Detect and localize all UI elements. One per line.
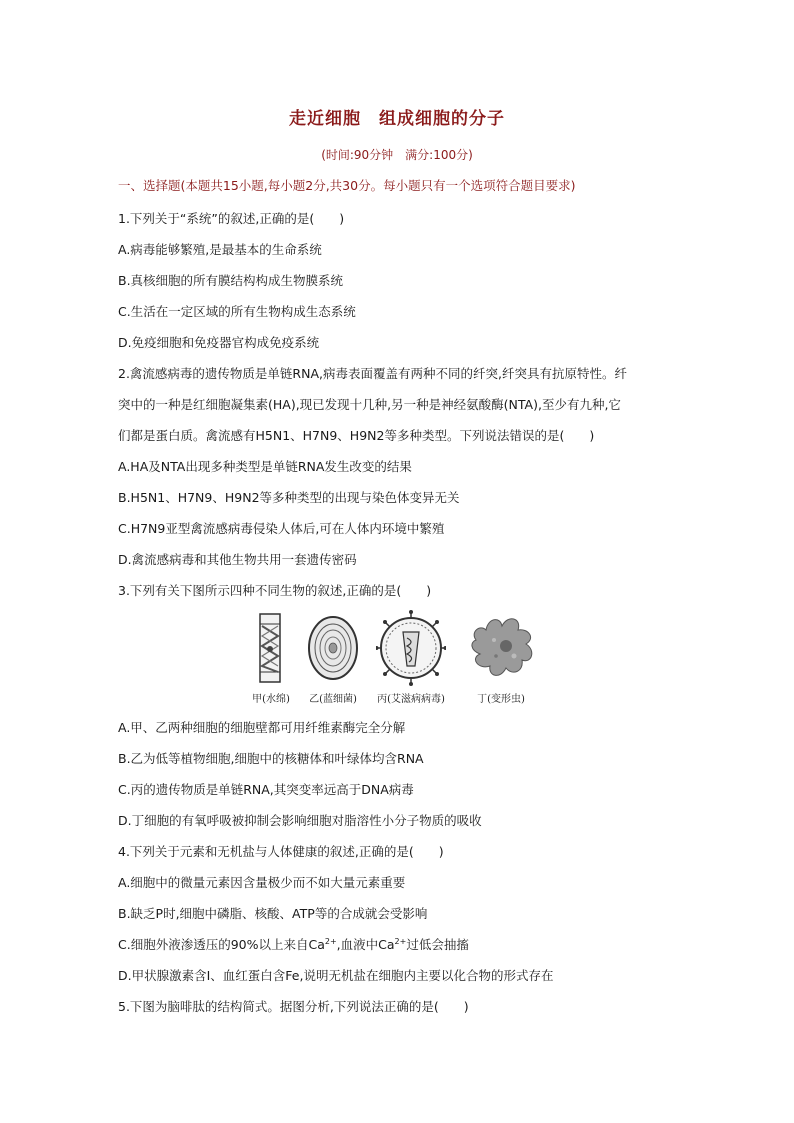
question-5-stem: 5.下图为脑啡肽的结构简式。据图分析,下列说法正确的是( ) [118,999,469,1014]
question-3-option-c: C.丙的遗传物质是单链RNA,其突变率远高于DNA病毒 [118,782,414,797]
figure-item-amoeba [466,610,536,710]
question-1-option-b: B.真核细胞的所有膜结构构成生物膜系统 [118,273,344,288]
question-3-stem: 3.下列有关下图所示四种不同生物的叙述,正确的是( ) [118,583,432,598]
exam-info: (时间:90分钟 满分:100分) [321,148,473,162]
question-1-stem: 1.下列关于“系统”的叙述,正确的是( ) [118,211,345,226]
question-2-option-b: B.H5N1、H7N9、H9N2等多种类型的出现与染色体变异无关 [118,490,460,505]
caption-hiv: 丙(艾滋病病毒) [377,694,445,705]
question-2-stem-line-2: 突中的一种是红细胞凝集素(HA),现已发现十几种,另一种是神经氨酸酶(NTA),至少有九种,它 [118,397,621,412]
cyanobacteria-drawing-icon [298,610,368,688]
section-header: 一、选择题(本题共15小题,每小题2分,共30分。每小题只有一个选项符合题目要求) [118,178,576,193]
caption-spirogyra: 甲(水绵) [252,694,290,705]
caption-cyanobacteria: 乙(蓝细菌) [309,694,357,705]
four-organisms-figure [236,610,556,710]
question-1-option-a: A.病毒能够繁殖,是最基本的生命系统 [118,242,322,257]
hiv-virus-drawing-icon [376,610,446,688]
spirogyra-drawing-icon [236,610,306,688]
question-4-option-a: A.细胞中的微量元素因含量极少而不如大量元素重要 [118,875,406,890]
option-c-text-2: ,血液中Ca [336,937,395,952]
question-1-option-d: D.免疫细胞和免疫器官构成免疫系统 [118,335,320,350]
figure-item-cyanobacteria [298,610,368,710]
question-2-option-a: A.HA及NTA出现多种类型是单链RNA发生改变的结果 [118,459,412,474]
question-3-option-b: B.乙为低等植物细胞,细胞中的核糖体和叶绿体均含RNA [118,751,424,766]
page-title: 走近细胞 组成细胞的分子 [289,109,505,129]
question-2-stem-line-3: 们都是蛋白质。禽流感有H5N1、H7N9、H9N2等多种类型。下列说法错误的是( ) [118,428,595,443]
figure-item-hiv [376,610,446,710]
question-4-option-b: B.缺乏P时,细胞中磷脂、核酸、ATP等的合成就会受影响 [118,906,428,921]
question-3-option-a: A.甲、乙两种细胞的细胞壁都可用纤维素酶完全分解 [118,720,406,735]
amoeba-drawing-icon [466,610,540,688]
question-4-stem: 4.下列关于元素和无机盐与人体健康的叙述,正确的是( ) [118,844,444,859]
caption-amoeba: 丁(变形虫) [477,694,525,705]
option-c-text-3: 过低会抽搐 [406,937,469,952]
question-4-option-c [118,935,469,953]
question-2-option-d: D.禽流感病毒和其他生物共用一套遗传密码 [118,552,357,567]
question-2-stem-line-1: 2.禽流感病毒的遗传物质是单链RNA,病毒表面覆盖有两种不同的纤突,纤突具有抗原特性。纤 [118,366,627,381]
question-4-option-d: D.甲状腺激素含I、血红蛋白含Fe,说明无机盐在细胞内主要以化合物的形式存在 [118,968,554,983]
question-3-option-d: D.丁细胞的有氧呼吸被抑制会影响细胞对脂溶性小分子物质的吸收 [118,813,482,828]
calcium-charge-2: 2+ [394,936,407,946]
option-c-text-1: C.细胞外液渗透压的90%以上来自Ca [118,937,325,952]
calcium-charge-1: 2+ [324,936,337,946]
question-1-option-c: C.生活在一定区域的所有生物构成生态系统 [118,304,356,319]
question-2-option-c: C.H7N9亚型禽流感病毒侵染人体后,可在人体内环境中繁殖 [118,521,445,536]
